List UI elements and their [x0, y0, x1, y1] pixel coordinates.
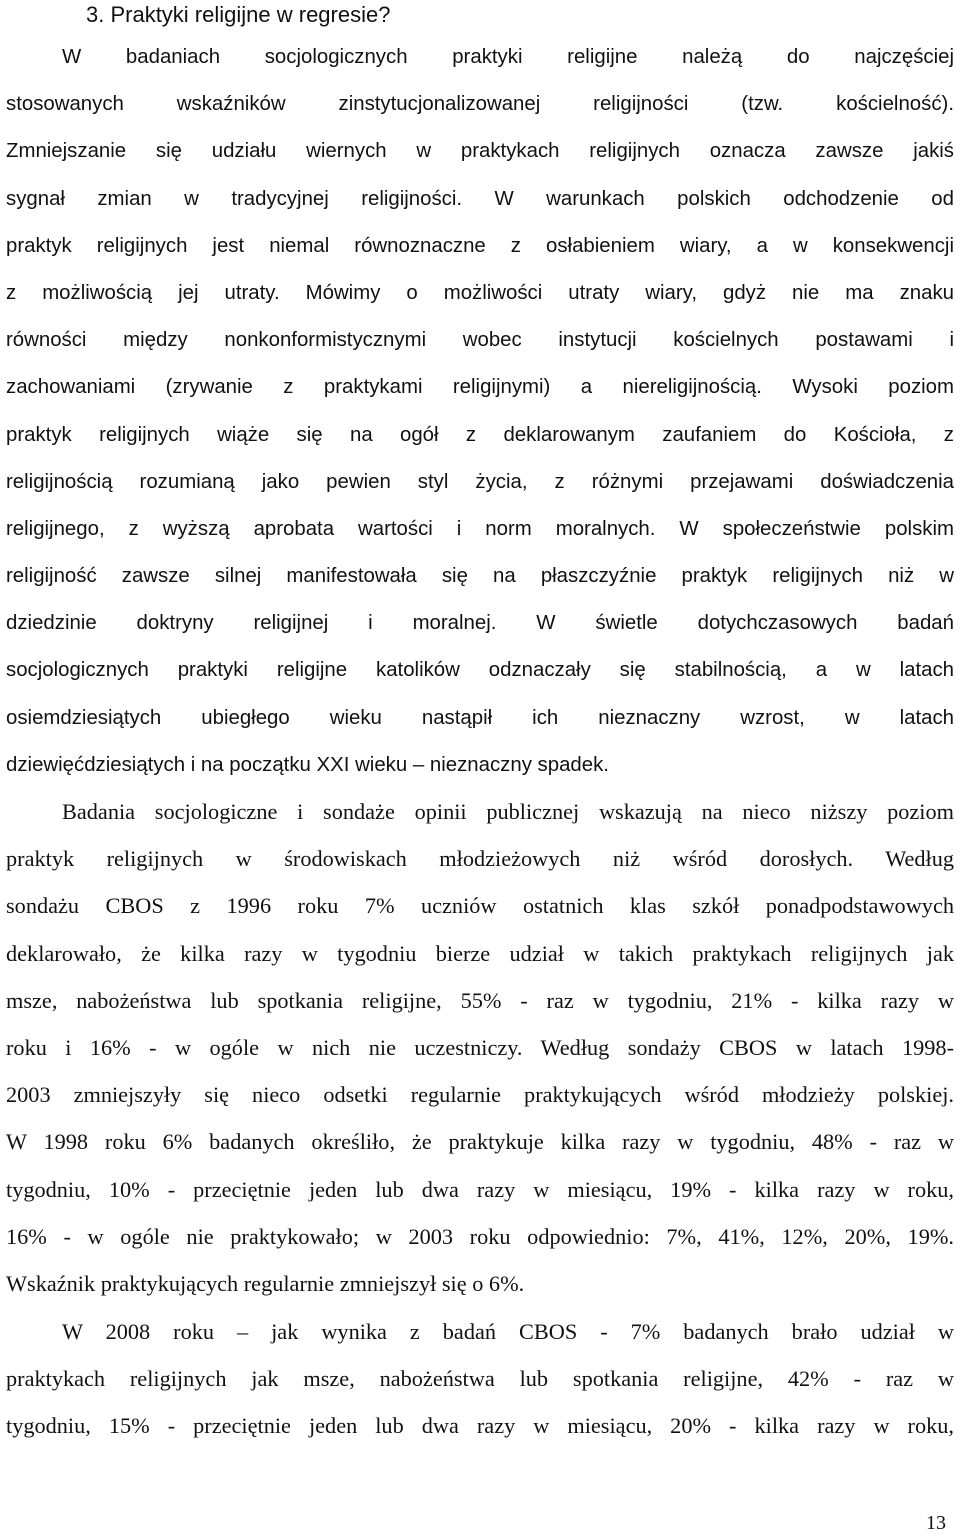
paragraph-1 — [6, 34, 954, 789]
text-line: dziewięćdziesiątych i na początku XXI wieku – nieznaczny spadek. — [6, 753, 609, 776]
text-line: praktyk religijnych jest niemal równoznaczne z osłabieniem wiary, a w konsekwencji — [6, 234, 954, 257]
text-line: praktyk religijnych w środowiskach młodzieżowych niż wśród dorosłych. Według — [6, 846, 954, 872]
text-line: W 2008 roku – jak wynika z badań CBOS - 7% badanych brało udział w — [62, 1319, 954, 1344]
text-line: stosowanych wskaźników zinstytucjonalizowanej religijności (tzw. kościelność). — [6, 93, 954, 116]
text-line: W badaniach socjologicznych praktyki religijne należą do najczęściej — [62, 46, 954, 68]
text-line: religijnego, z wyższą aprobata wartości i norm moralnych. W społeczeństwie polskim — [6, 517, 954, 540]
text-line: 2003 zmniejszyły się nieco odsetki regularnie praktykujących wśród młodzieży polskiej. — [6, 1082, 954, 1108]
text-line: osiemdziesiątych ubiegłego wieku nastąpił ich nieznaczny wzrost, w latach — [6, 706, 954, 729]
text-line: z możliwością jej utraty. Mówimy o możliwości utraty wiary, gdyż nie ma znaku — [6, 281, 954, 304]
text-line: religijność zawsze silnej manifestowała się na płaszczyźnie praktyk religijnych niż w — [6, 565, 954, 588]
text-line: praktyk religijnych wiąże się na ogół z deklarowanym zaufaniem do Kościoła, z — [6, 423, 954, 446]
paragraph-2 — [6, 788, 954, 1307]
text-line: sygnał zmian w tradycyjnej religijności. W warunkach polskich odchodzenie od — [6, 187, 954, 210]
text-line: msze, nabożeństwa lub spotkania religijne, 55% - raz w tygodniu, 21% - kilka razy w — [6, 987, 954, 1013]
text-line: Wskaźnik praktykujących regularnie zmniejszył się o 6%. — [6, 1270, 525, 1296]
text-line: 16% - w ogóle nie praktykowało; w 2003 roku odpowiednio: 7%, 41%, 12%, 20%, 19%. — [6, 1223, 954, 1249]
text-line: sondażu CBOS z 1996 roku 7% uczniów ostatnich klas szkół ponadpodstawowych — [6, 893, 954, 919]
text-line: dziedzinie doktryny religijnej i moralnej. W świetle dotychczasowych badań — [6, 612, 954, 635]
text-line: tygodniu, 10% - przeciętnie jeden lub dwa razy w miesiącu, 19% - kilka razy w roku, — [6, 1176, 954, 1202]
page-number: 13 — [926, 1512, 946, 1534]
text-line: deklarowało, że kilka razy w tygodniu bierze udział w takich praktykach religijnych jak — [6, 940, 954, 966]
text-line: roku i 16% - w ogóle w nich nie uczestniczy. Według sondaży CBOS w latach 1998- — [6, 1034, 954, 1060]
text-line: religijnością rozumianą jako pewien styl życia, z różnymi przejawami doświadczenia — [6, 470, 954, 493]
section-heading: 3. Praktyki religijne w regresie? — [86, 2, 391, 27]
text-line: Zmniejszanie się udziału wiernych w praktykach religijnych oznacza zawsze jakiś — [6, 140, 954, 163]
text-line: równości między nonkonformistycznymi wobec instytucji kościelnych postawami i — [6, 329, 954, 352]
text-line: W 1998 roku 6% badanych określiło, że praktykuje kilka razy w tygodniu, 48% - raz w — [6, 1129, 954, 1155]
text-line: Badania socjologiczne i sondaże opinii publicznej wskazują na nieco niższy poziom — [62, 799, 954, 824]
text-line: zachowaniami (zrywanie z praktykami religijnymi) a niereligijnością. Wysoki poziom — [6, 376, 954, 399]
text-line: tygodniu, 15% - przeciętnie jeden lub dwa razy w miesiącu, 20% - kilka razy w roku, — [6, 1413, 954, 1439]
text-line: praktykach religijnych jak msze, nabożeństwa lub spotkania religijne, 42% - raz w — [6, 1366, 954, 1392]
paragraph-3 — [6, 1308, 954, 1450]
text-line: socjologicznych praktyki religijne katolików odznaczały się stabilnością, a w latach — [6, 659, 954, 682]
